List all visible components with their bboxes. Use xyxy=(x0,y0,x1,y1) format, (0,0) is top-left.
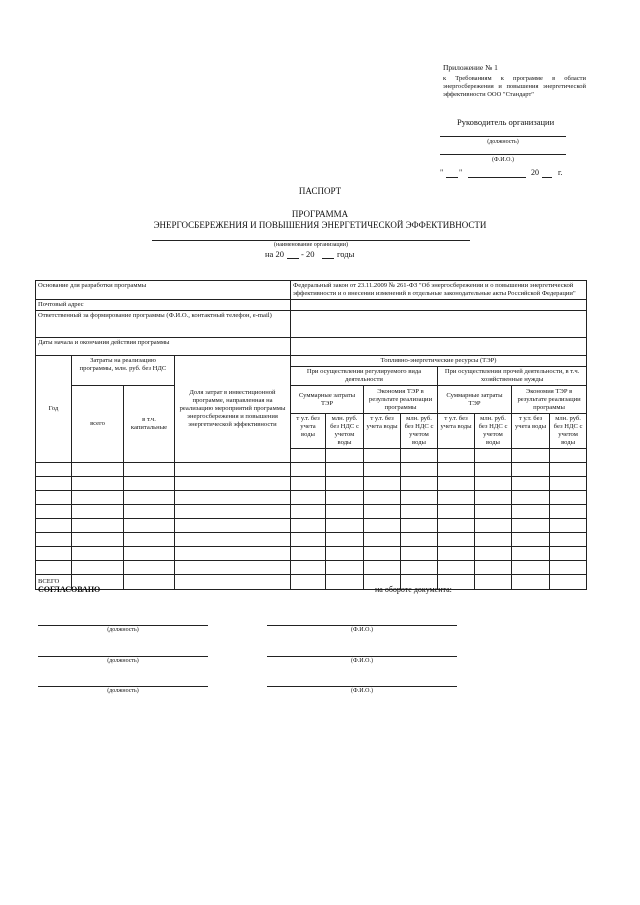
info-value xyxy=(291,311,587,338)
table-cell xyxy=(438,491,475,505)
info-label: Почтовый адрес xyxy=(36,300,291,311)
table-cell xyxy=(401,561,438,575)
table-cell xyxy=(72,491,124,505)
info-row xyxy=(36,311,587,338)
table-cell xyxy=(72,519,124,533)
table-cell xyxy=(36,491,72,505)
header-row xyxy=(36,356,587,367)
passport-table xyxy=(35,280,587,590)
table-cell xyxy=(438,477,475,491)
info-value xyxy=(291,300,587,311)
table-cell xyxy=(72,505,124,519)
back-note: на обороте документа: xyxy=(375,585,452,594)
table-cell xyxy=(401,533,438,547)
table-cell xyxy=(401,463,438,477)
table-cell xyxy=(36,561,72,575)
table-cell xyxy=(326,491,364,505)
year-line xyxy=(542,177,552,178)
share-header: Доля затрат в инвестиционной программе, направленная на реализацию мероприятий программы энергосбережения и повышения энергетической эффективности xyxy=(175,356,291,463)
table-cell xyxy=(326,561,364,575)
position-caption: (должность) xyxy=(487,139,519,145)
table-cell xyxy=(475,533,512,547)
header-row xyxy=(36,386,587,414)
ter-header: Топливно-энергетические ресурсы (ТЭР) xyxy=(291,356,587,367)
period-end-line xyxy=(322,258,334,259)
unit-fuel-header: т у.т. без учета воды xyxy=(512,414,550,449)
program-title: ПРОГРАММА xyxy=(291,209,349,219)
signature-position-caption: (должность) xyxy=(107,627,139,633)
table-cell xyxy=(401,491,438,505)
month-line xyxy=(468,177,526,178)
signature-fio-line xyxy=(267,625,457,626)
table-cell xyxy=(475,505,512,519)
signature-fio-caption: (Ф.И.О.) xyxy=(351,627,373,633)
table-cell xyxy=(438,505,475,519)
table-cell xyxy=(72,463,124,477)
data-rows xyxy=(36,463,587,575)
table-cell xyxy=(36,477,72,491)
table-cell xyxy=(475,547,512,561)
other-economy-header: Экономия ТЭР в результате реализации программы xyxy=(512,386,587,414)
table-cell xyxy=(124,519,175,533)
table-cell xyxy=(175,533,291,547)
period-dash: - 20 xyxy=(301,249,315,259)
table-cell xyxy=(550,463,587,477)
table-cell xyxy=(512,519,550,533)
info-value xyxy=(291,338,587,356)
unit-money-header: млн. руб. без НДС с учетом воды xyxy=(550,414,587,449)
table-cell xyxy=(512,463,550,477)
fio-caption: (Ф.И.О.) xyxy=(492,157,514,163)
unit-money-header: млн. руб. без НДС с учетом воды xyxy=(326,414,364,449)
unit-money-header: млн. руб. без НДС с учетом воды xyxy=(475,414,512,449)
table-cell xyxy=(364,505,401,519)
table-cell xyxy=(475,519,512,533)
table-cell xyxy=(512,533,550,547)
table-cell xyxy=(124,463,175,477)
table-cell xyxy=(438,561,475,575)
table-cell xyxy=(326,505,364,519)
table-cell xyxy=(475,463,512,477)
table-cell xyxy=(124,561,175,575)
table-cell xyxy=(401,519,438,533)
table-cell xyxy=(291,561,326,575)
approval-date xyxy=(440,168,580,180)
table-cell xyxy=(550,519,587,533)
date-quote-close: " xyxy=(459,168,463,177)
regulated-header: При осуществлении регулируемого вида деятельности xyxy=(291,367,438,386)
signature-position-caption: (должность) xyxy=(107,688,139,694)
table-cell xyxy=(364,477,401,491)
table-cell xyxy=(291,505,326,519)
table-cell xyxy=(401,477,438,491)
table-cell xyxy=(364,519,401,533)
signature-fio-caption: (Ф.И.О.) xyxy=(351,688,373,694)
table-cell xyxy=(291,519,326,533)
head-title: Руководитель организации xyxy=(457,117,555,127)
signature-position-caption: (должность) xyxy=(107,658,139,664)
table-cell xyxy=(124,547,175,561)
table-cell xyxy=(36,463,72,477)
table-cell xyxy=(175,477,291,491)
table-cell xyxy=(72,547,124,561)
year-header: Год xyxy=(36,356,72,463)
table-cell xyxy=(364,463,401,477)
position-line xyxy=(440,136,566,137)
table-cell xyxy=(326,477,364,491)
table-cell xyxy=(438,547,475,561)
signature-fio-line xyxy=(267,656,457,657)
table-cell xyxy=(326,519,364,533)
table-cell xyxy=(124,491,175,505)
table-cell xyxy=(124,533,175,547)
table-cell xyxy=(175,519,291,533)
unit-money-header: млн. руб. без НДС с учетом воды xyxy=(401,414,438,449)
table-row xyxy=(36,505,587,519)
table-cell xyxy=(326,547,364,561)
table-row xyxy=(36,491,587,505)
year-suffix: г. xyxy=(558,168,563,177)
other-sum-costs-header: Суммарные затраты ТЭР xyxy=(438,386,512,414)
table-cell xyxy=(124,505,175,519)
table-cell xyxy=(550,491,587,505)
table-cell xyxy=(72,477,124,491)
day-line xyxy=(446,177,458,178)
table-cell xyxy=(364,561,401,575)
organization-line xyxy=(152,240,470,241)
table-row xyxy=(36,463,587,477)
program-name: ЭНЕРГОСБЕРЕЖЕНИЯ И ПОВЫШЕНИЯ ЭНЕРГЕТИЧЕСКОЙ ЭФФЕКТИВНОСТИ xyxy=(153,220,487,230)
agreed-title: СОГЛАСОВАНО xyxy=(38,585,101,594)
table-cell xyxy=(364,491,401,505)
passport-title: ПАСПОРТ xyxy=(298,186,342,196)
table-row xyxy=(36,519,587,533)
period-prefix: на 20 xyxy=(265,249,284,259)
period-suffix: годы xyxy=(337,249,355,259)
info-label: Даты начала и окончания действия программы xyxy=(36,338,291,356)
table-cell xyxy=(512,505,550,519)
info-value: Федеральный закон от 23.11.2009 № 261-ФЗ "Об энергосбережении и о повышении энергетической эффективности и о внесении изменений в отдельные законодательные акты Российской Федерации" xyxy=(291,281,587,300)
info-row xyxy=(36,281,587,300)
total-row xyxy=(36,575,587,590)
table-cell xyxy=(36,547,72,561)
table-cell xyxy=(175,463,291,477)
table-cell xyxy=(438,533,475,547)
organization-caption: (наименование организации) xyxy=(274,242,348,248)
table-cell xyxy=(175,491,291,505)
table-cell xyxy=(72,533,124,547)
table-cell xyxy=(291,477,326,491)
info-label: Основание для разработки программы xyxy=(36,281,291,300)
table-cell xyxy=(550,547,587,561)
signature-position-line xyxy=(38,686,208,687)
table-cell xyxy=(72,561,124,575)
table-row xyxy=(36,561,587,575)
unit-fuel-header: т у.т. без учета воды xyxy=(438,414,475,449)
table-cell xyxy=(401,505,438,519)
signature-fio-caption: (Ф.И.О.) xyxy=(351,658,373,664)
year-prefix: 20 xyxy=(531,168,539,177)
regulated-sum-costs-header: Суммарные затраты ТЭР xyxy=(291,386,364,414)
regulated-economy-header: Экономия ТЭР в результате реализации программы xyxy=(364,386,438,414)
table-cell xyxy=(175,547,291,561)
unit-fuel-header: т у.т. без учета воды xyxy=(291,414,326,449)
table-cell xyxy=(475,561,512,575)
table-cell xyxy=(512,477,550,491)
table-cell xyxy=(175,561,291,575)
signature-position-line xyxy=(38,625,208,626)
table-cell xyxy=(550,505,587,519)
unit-fuel-header: т у.т. без учета воды xyxy=(364,414,401,449)
table-cell xyxy=(550,477,587,491)
date-quote-open: " xyxy=(440,168,444,177)
table-cell xyxy=(326,533,364,547)
table-cell xyxy=(326,463,364,477)
total-label: ВСЕГО xyxy=(36,575,72,590)
table-cell xyxy=(175,505,291,519)
table-cell xyxy=(550,561,587,575)
table-cell xyxy=(36,505,72,519)
table-row xyxy=(36,547,587,561)
appendix-number: Приложение № 1 xyxy=(443,63,498,72)
program-period xyxy=(265,249,395,261)
table-cell xyxy=(512,547,550,561)
table-cell xyxy=(291,463,326,477)
table-cell xyxy=(291,491,326,505)
capital-header: в т.ч. капитальные xyxy=(124,386,175,463)
info-row xyxy=(36,338,587,356)
requirements-text: к Требованиям к программе в области энергосбережения и повышения энергетической эффективности ООО "Стандарт" xyxy=(443,75,586,98)
total-header: всего xyxy=(72,386,124,463)
table-cell xyxy=(475,491,512,505)
table-cell xyxy=(291,533,326,547)
table-cell xyxy=(124,477,175,491)
table-cell xyxy=(475,477,512,491)
table-cell xyxy=(438,463,475,477)
table-cell xyxy=(550,533,587,547)
signature-fio-line xyxy=(267,686,457,687)
table-cell xyxy=(364,547,401,561)
table-cell xyxy=(401,547,438,561)
table-cell xyxy=(438,519,475,533)
table-row xyxy=(36,533,587,547)
costs-header: Затраты на реализацию программы, млн. руб. без НДС xyxy=(72,356,175,386)
table-cell xyxy=(364,533,401,547)
table-row xyxy=(36,477,587,491)
table-cell xyxy=(291,547,326,561)
table-cell xyxy=(36,519,72,533)
table-cell xyxy=(36,533,72,547)
other-header: При осуществлении прочей деятельности, в т.ч. хозяйственные нужды xyxy=(438,367,587,386)
table-cell xyxy=(512,491,550,505)
info-row xyxy=(36,300,587,311)
table-cell xyxy=(512,561,550,575)
signature-position-line xyxy=(38,656,208,657)
period-start-line xyxy=(287,258,299,259)
fio-line xyxy=(440,154,566,155)
info-label: Ответственный за формирование программы (Ф.И.О., контактный телефон, e-mail) xyxy=(36,311,291,338)
